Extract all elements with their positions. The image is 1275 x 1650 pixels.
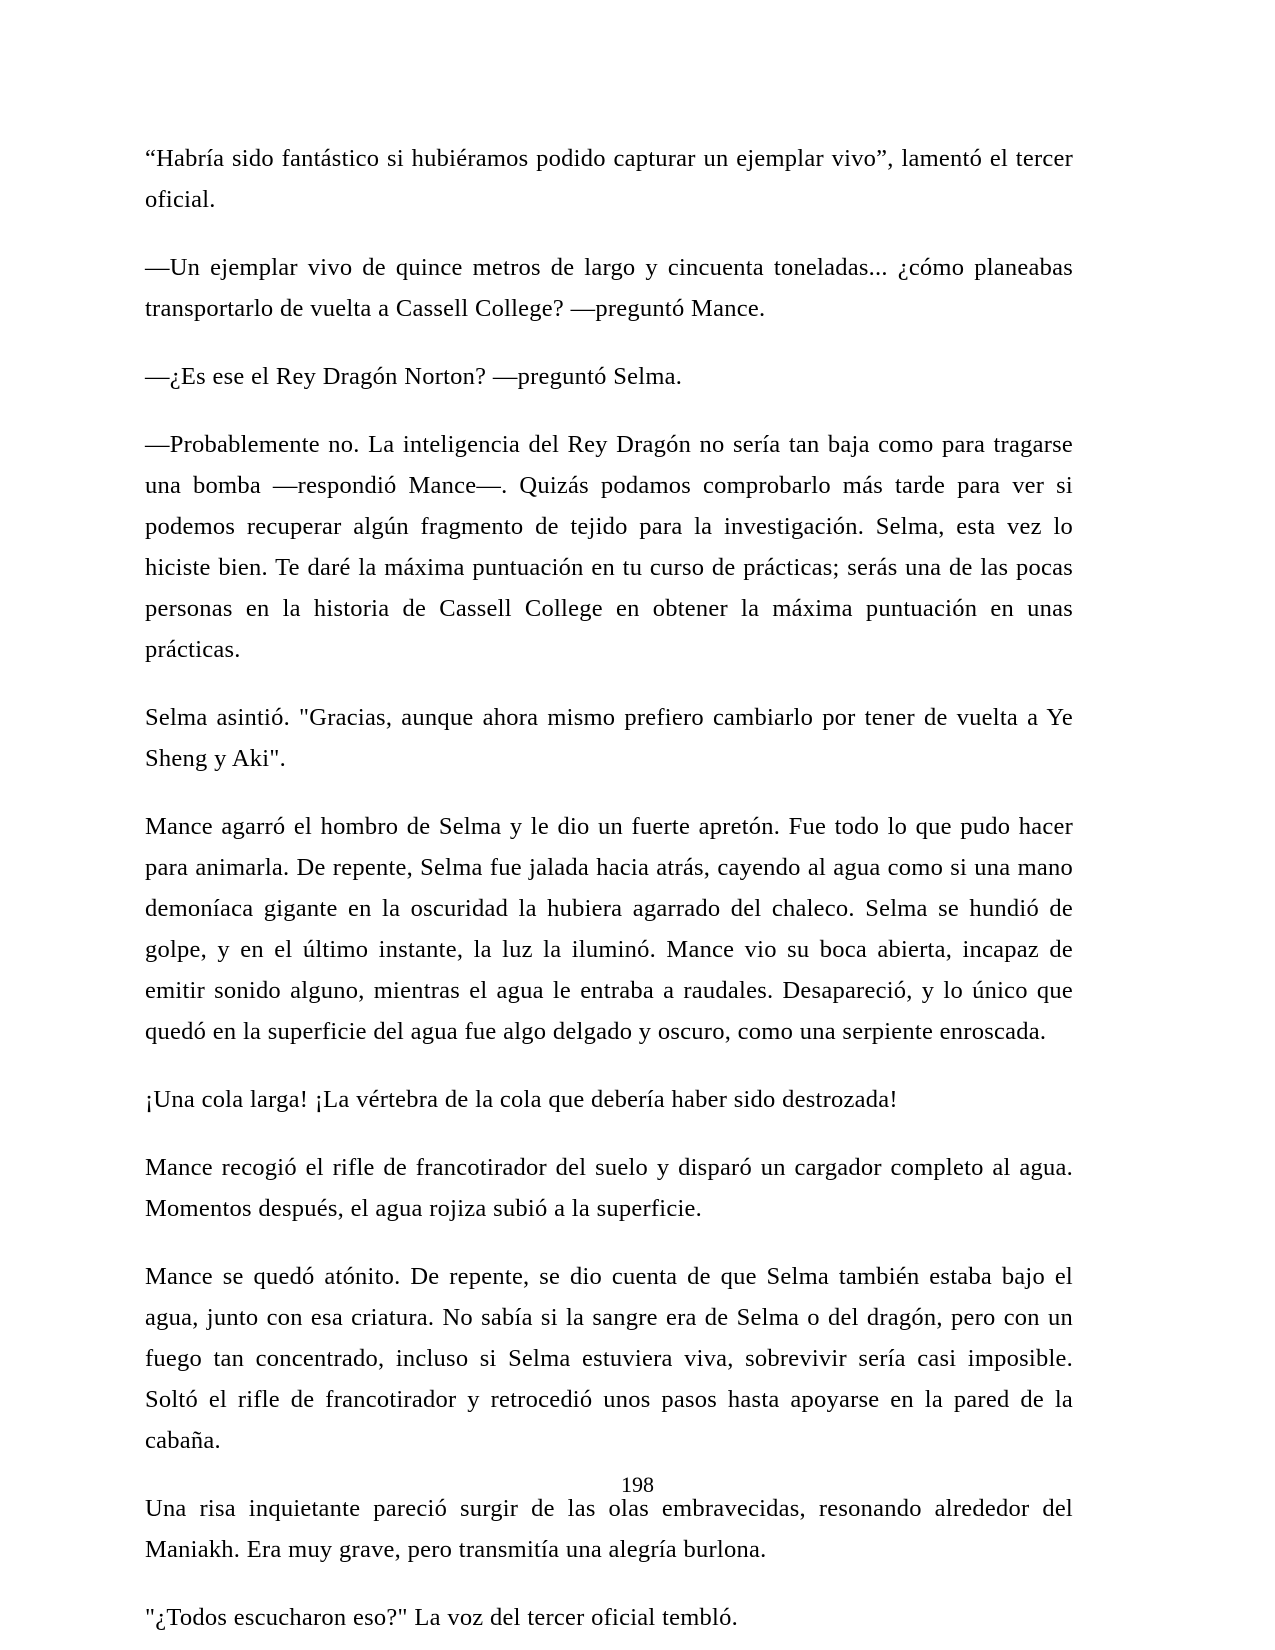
paragraph: Una risa inquietante pareció surgir de las olas embravecidas, resonando alrededor del Maniakh. Era muy grave, pero transmitía una alegría burlona. — [145, 1495, 1073, 1563]
paragraph: ¡Una cola larga! ¡La vértebra de la cola que debería haber sido destrozada! — [145, 1086, 898, 1113]
paragraph: —Un ejemplar vivo de quince metros de largo y cincuenta toneladas... ¿cómo planeabas transportarlo de vuelta a Cassell College? —preguntó Mance. — [145, 254, 1073, 322]
paragraph: Mance se quedó atónito. De repente, se dio cuenta de que Selma también estaba bajo el agua, junto con esa criatura. No sabía si la sangre era de Selma o del dragón, pero con un fuego tan concentrado, incluso si Selma estuviera viva, sobrevivir sería casi imposible. Soltó el rifle de francotirador y retrocedió unos pasos hasta apoyarse en la pared de la cabaña. — [145, 1263, 1073, 1454]
body-text-column — [145, 138, 1073, 1638]
paragraph: —¿Es ese el Rey Dragón Norton? —preguntó Selma. — [145, 363, 683, 390]
page-number: 198 — [621, 1472, 654, 1497]
paragraph: “Habría sido fantástico si hubiéramos podido capturar un ejemplar vivo”, lamentó el tercer oficial. — [145, 145, 1073, 213]
paragraph: Selma asintió. "Gracias, aunque ahora mismo prefiero cambiarlo por tener de vuelta a Ye Sheng y Aki". — [145, 704, 1073, 772]
paragraph: —Probablemente no. La inteligencia del Rey Dragón no sería tan baja como para tragarse una bomba —respondió Mance—. Quizás podamos comprobarlo más tarde para ver si podemos recuperar algún fragmento de tejido para la investigación. Selma, esta vez lo hiciste bien. Te daré la máxima puntuación en tu curso de prácticas; serás una de las pocas personas en la historia de Cassell College en obtener la máxima puntuación en unas prácticas. — [145, 431, 1073, 663]
paragraph: "¿Todos escucharon eso?" La voz del tercer oficial tembló. — [145, 1604, 738, 1631]
paragraph: Mance recogió el rifle de francotirador del suelo y disparó un cargador completo al agua. Momentos después, el agua rojiza subió a la superficie. — [145, 1154, 1073, 1222]
paragraph: Mance agarró el hombro de Selma y le dio un fuerte apretón. Fue todo lo que pudo hacer para animarla. De repente, Selma fue jalada hacia atrás, cayendo al agua como si una mano demoníaca gigante en la oscuridad la hubiera agarrado del chaleco. Selma se hundió de golpe, y en el último instante, la luz la iluminó. Mance vio su boca abierta, incapaz de emitir sonido alguno, mientras el agua le entraba a raudales. Desapareció, y lo único que quedó en la superficie del agua fue algo delgado y oscuro, como una serpiente enroscada. — [145, 813, 1073, 1045]
